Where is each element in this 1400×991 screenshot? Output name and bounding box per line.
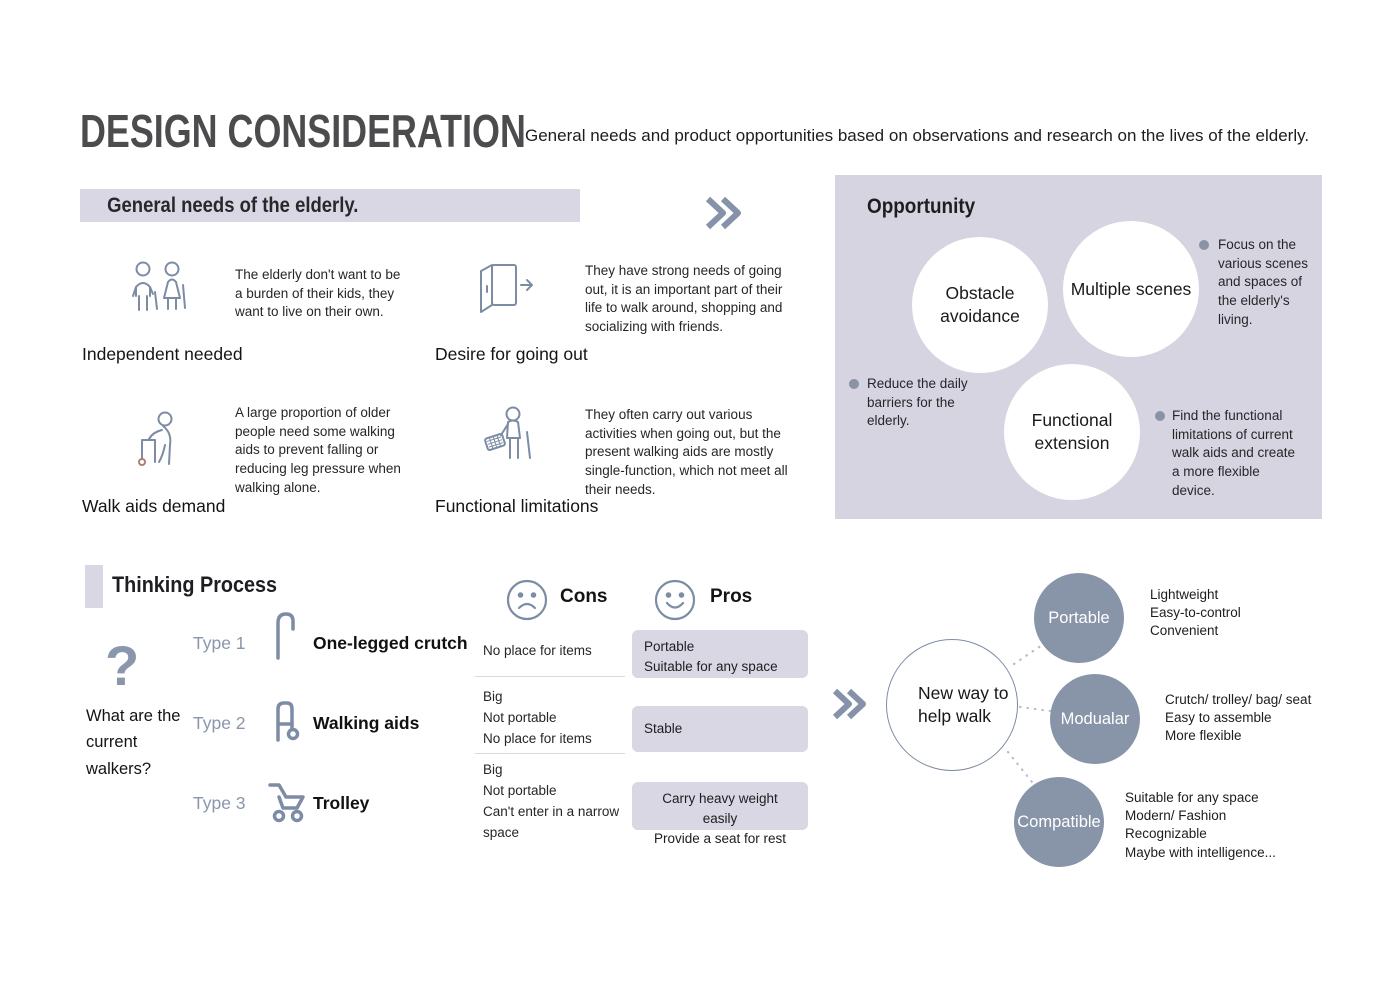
need-text: The elderly don't want to be a burden of their kids, they want to live on their own. <box>235 267 401 320</box>
double-chevron-icon <box>830 687 868 723</box>
question-mark-icon: ? <box>105 634 140 697</box>
section-accent-bar <box>85 565 103 608</box>
node-modular-notes: Crutch/ trolley/ bag/ seat Easy to assemble More flexible <box>1165 692 1312 744</box>
type-2-name: Walking aids <box>313 713 420 733</box>
happy-face-icon <box>653 578 697 622</box>
need-text: A large proportion of older people need some walking aids to prevent falling or reducing leg pressure when walking alone. <box>235 405 401 495</box>
node-compatible: Compatible <box>1014 777 1104 867</box>
opportunity-circle-obstacle: Obstacle avoidance <box>912 237 1048 373</box>
pros-box-1: Portable Suitable for any space <box>632 630 808 678</box>
opportunity-bullet: Find the functional limitations of current walk aids and create a more flexible device. <box>1172 408 1296 498</box>
opportunity-panel <box>835 175 1322 519</box>
type-1-name: One-legged crutch <box>313 633 468 653</box>
type-2-label: Type 2 <box>193 713 246 733</box>
type-3-label: Type 3 <box>193 793 246 813</box>
type-1-label: Type 1 <box>193 633 246 653</box>
needs-section-header <box>80 189 580 222</box>
walkers-question: What are the current walkers? <box>86 707 181 778</box>
need-label-functional: Functional limitations <box>435 496 599 516</box>
sad-face-icon <box>505 578 549 622</box>
page-subtitle: General needs and product opportunities based on observations and research on the lives of the elderly. <box>525 126 1310 145</box>
opportunity-title: Opportunity <box>867 195 976 218</box>
type-3-name: Trolley <box>313 793 370 813</box>
pros-header: Pros <box>710 586 753 607</box>
row-divider <box>475 753 625 754</box>
row-divider <box>475 676 625 677</box>
cons-row-1: No place for items <box>483 643 592 658</box>
need-label-independent: Independent needed <box>82 344 243 364</box>
opportunity-bullet: Focus on the various scenes and spaces of the elderly's living. <box>1218 237 1309 327</box>
node-modular: Modualar <box>1050 674 1140 764</box>
pros-box-2: Stable <box>632 706 808 752</box>
need-label-walk-aids: Walk aids demand <box>82 496 226 516</box>
bullet-dot-icon <box>1155 411 1165 421</box>
open-door-icon <box>478 262 536 316</box>
page-title: DESIGN CONSIDERATION <box>80 105 526 157</box>
walking-frame-icon <box>271 698 301 744</box>
cane-icon <box>272 610 298 662</box>
need-label-going-out: Desire for going out <box>435 344 588 364</box>
bullet-dot-icon <box>849 379 859 389</box>
cons-row-3: Big Not portable Can't enter in a narrow space <box>483 762 620 840</box>
needs-section-title: General needs of the elderly. <box>107 193 359 217</box>
need-text: They have strong needs of going out, it is an important part of their life to walk around, shopping and socializing with friends. <box>585 263 783 334</box>
need-text: They often carry out various activities when going out, but the present walking aids are mostly single-function, which not meet all their needs. <box>585 407 788 497</box>
shopper-icon <box>483 406 537 470</box>
elderly-couple-icon <box>126 260 190 318</box>
opportunity-circle-scenes: Multiple scenes <box>1063 221 1199 357</box>
opportunity-circle-extension: Functional extension <box>1004 364 1140 500</box>
new-way-hub-circle: New way to help walk <box>886 639 1018 771</box>
node-portable-notes: Lightweight Easy-to-control Convenient <box>1150 587 1241 639</box>
bullet-dot-icon <box>1199 240 1209 250</box>
node-portable: Portable <box>1034 573 1124 663</box>
cons-header: Cons <box>560 586 608 607</box>
pros-box-3: Carry heavy weight easily Provide a seat for rest <box>632 782 808 830</box>
walker-user-icon <box>128 410 186 470</box>
double-chevron-icon <box>702 194 744 232</box>
thinking-process-title: Thinking Process <box>112 572 278 597</box>
node-compatible-notes: Suitable for any space Modern/ Fashion Recognizable Maybe with intelligence... <box>1125 790 1276 860</box>
opportunity-bullet: Reduce the daily barriers for the elderly. <box>867 376 968 429</box>
cons-row-2: Big Not portable No place for items <box>483 689 592 746</box>
trolley-icon <box>265 778 309 824</box>
